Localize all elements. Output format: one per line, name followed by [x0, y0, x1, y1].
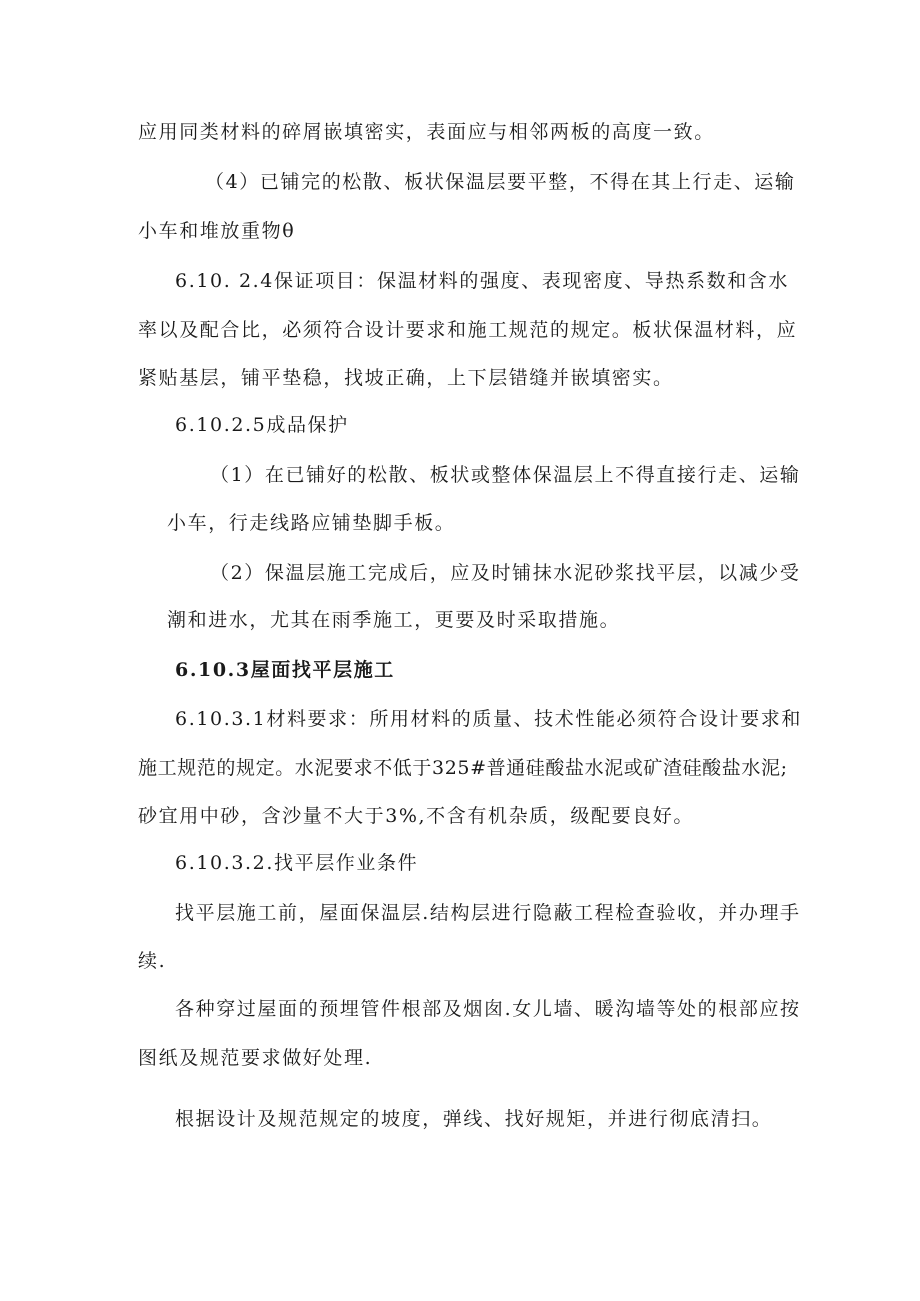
- text-line: 率以及配合比，必须符合设计要求和施工规范的规定。板状保温材料，应: [138, 319, 798, 341]
- text-line: 根据设计及规范规定的坡度，弹线、找好规矩，并进行彻底清扫。: [175, 1108, 773, 1130]
- text-line: （4）已铺完的松散、板状保温层要平整，不得在其上行走、运输: [205, 171, 796, 193]
- text-line: 图纸及规范要求做好处理.: [138, 1047, 373, 1069]
- text-line: 6.10.2.5成品保护: [175, 414, 349, 436]
- text-line: 砂宜用中砂，含沙量不大于3%,不含有机杂质，级配要良好。: [138, 805, 694, 827]
- section-heading: 6.10.3屋面找平层施工: [175, 659, 395, 681]
- text-line: （2）保温层施工完成后，应及时铺抹水泥砂浆找平层，以减少受: [210, 562, 801, 584]
- text-line: （1）在已铺好的松散、板状或整体保温层上不得直接行走、运输: [210, 464, 801, 486]
- text-line: 找平层施工前，屋面保温层.结构层进行隐蔽工程检查验收，并办理手: [175, 902, 801, 924]
- text-line: 应用同类材料的碎屑嵌填密实，表面应与相邻两板的高度一致。: [138, 121, 715, 143]
- text-line: 6.10.3.1材料要求：所用材料的质量、技术性能必须符合设计要求和: [175, 708, 802, 730]
- text-line: 小车，行走线路应铺垫脚手板。: [167, 512, 456, 534]
- text-line: 续.: [138, 950, 167, 972]
- text-line: 施工规范的规定。水泥要求不低于325#普通硅酸盐水泥或矿渣硅酸盐水泥;: [138, 757, 788, 779]
- text-line: 6.10. 2.4保证项目：保温材料的强度、表现密度、导热系数和含水: [175, 270, 790, 292]
- text-line: 紧贴基层，铺平垫稳，找坡正确，上下层错缝并嵌填密实。: [138, 367, 674, 389]
- text-line: 6.10.3.2.找平层作业条件: [175, 852, 419, 874]
- text-line: 潮和进水，尤其在雨季施工，更要及时采取措施。: [167, 609, 621, 631]
- text-line: 各种穿过屋面的预埋管件根部及烟囱.女儿墙、暖沟墙等处的根部应按: [175, 998, 801, 1020]
- text-line: 小车和堆放重物θ: [138, 220, 296, 242]
